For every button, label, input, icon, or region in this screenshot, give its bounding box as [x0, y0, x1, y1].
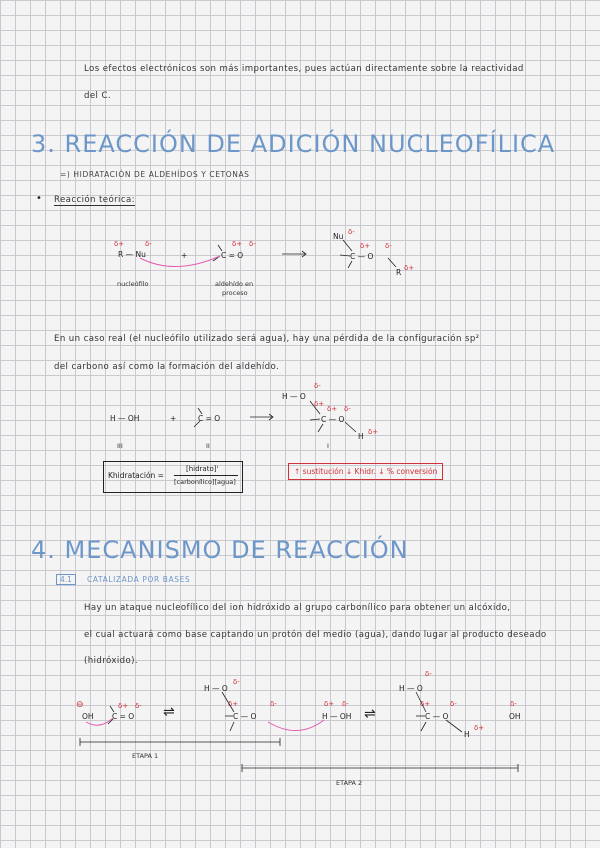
hydroxyl-top: H — O — [204, 684, 228, 693]
negative-charge-icon: ⊖ — [76, 700, 84, 710]
water-formula: H — OH — [110, 414, 140, 423]
scheme-2-bonds — [194, 401, 356, 432]
delta-minus-label: δ- — [314, 382, 321, 390]
delta-minus-label: δ- — [348, 228, 355, 236]
delta-plus-label: δ+ — [368, 428, 379, 436]
paragraph-2-line-3: (hidróxido). — [84, 656, 139, 666]
pink-arrow-2 — [86, 718, 113, 725]
product-c-o-3: C — O — [425, 712, 449, 721]
plus-sign-2: + — [170, 414, 177, 423]
product-r: R — [396, 268, 402, 277]
hydroxyl-top-2: H — O — [399, 684, 423, 693]
label-nucleophile: nucleófilo — [117, 280, 149, 288]
delta-minus-label: δ- — [249, 240, 256, 248]
mechanism-bonds — [80, 692, 518, 772]
delta-minus-label: δ- — [450, 700, 457, 708]
carbonyl-formula-2: C = O — [198, 414, 221, 423]
subsection-number: 4.1 — [56, 574, 76, 585]
k-hydration-den: [carbonílico][agua] — [174, 478, 236, 486]
section-4-title: 4. MECANISMO DE REACCIÓN — [31, 536, 409, 564]
section-3-subtitle: =) HIDRATACIÓN DE ALDEHÍDOS Y CETONAS — [60, 170, 250, 179]
intro-line-2: del C. — [84, 91, 111, 101]
carbonyl-formula: C = O — [221, 251, 244, 260]
delta-plus-label: δ+ — [228, 700, 239, 708]
plus-sign: + — [181, 251, 188, 260]
product-c-o-2: C — O — [321, 415, 345, 424]
delta-plus-label: δ+ — [118, 702, 129, 710]
delta-minus-label: δ- — [425, 670, 432, 678]
hydroxide-formula: OH — [82, 712, 94, 721]
delta-plus-label: δ+ — [114, 240, 125, 248]
product-nu: Nu — [333, 232, 344, 241]
k-hydration-lhs: Khidratación = — [108, 471, 164, 480]
intro-line-1: Los efectos electrónicos son más importantes, pues actúan directamente sobre la reactividad — [84, 64, 524, 74]
delta-minus-label: δ- — [233, 678, 240, 686]
delta-plus-label: δ+ — [474, 724, 485, 732]
scheme-1-bonds — [213, 240, 396, 268]
delta-minus-label: δ- — [344, 405, 351, 413]
delta-plus-label: δ+ — [404, 264, 415, 272]
delta-plus-label: δ+ — [360, 242, 371, 250]
pink-arrow-1 — [140, 256, 220, 267]
product-top: H — O — [282, 392, 306, 401]
delta-minus-label: δ- — [145, 240, 152, 248]
delta-minus-label: δ- — [385, 242, 392, 250]
roman-3: III — [117, 442, 123, 450]
water-formula-2: H — OH — [322, 712, 352, 721]
conversion-note: ↑ sustitución ↓ Khidr. ↓ % conversión — [288, 463, 443, 480]
paragraph-1-line-2: del carbono así como la formación del aldehído. — [54, 362, 280, 372]
delta-plus-label: δ+ — [232, 240, 243, 248]
delta-plus-label: δ+ — [327, 405, 338, 413]
product-h-2: H — [464, 730, 470, 739]
roman-2: II — [206, 442, 210, 450]
carbonyl-formula-3: C = O — [112, 712, 135, 721]
roman-1: I — [327, 442, 329, 450]
paragraph-2-line-2: el cual actuará como base captando un protón del medio (agua), dando lugar al producto deseado — [84, 630, 547, 640]
paragraph-1-line-1: En un caso real (el nucleófilo utilizado será agua), hay una pérdida de la configuración sp² — [54, 334, 480, 344]
equilibrium-arrow-icon: ⇌ — [163, 704, 175, 720]
step-2-label: ETAPA 2 — [336, 779, 363, 787]
step-1-label: ETAPA 1 — [132, 752, 159, 760]
product-c-o: C — O — [350, 252, 374, 261]
paragraph-2-line-1: Hay un ataque nucleofílico del ion hidróxido al grupo carbonílico para obtener un alcóxido, — [84, 603, 511, 613]
alkoxide-c-o: C — O — [233, 712, 257, 721]
subsection-title: CATALIZADA POR BASES — [87, 575, 191, 584]
pink-arrow-3 — [268, 720, 324, 731]
delta-plus-label: δ+ — [420, 700, 431, 708]
product-h: H — [358, 432, 364, 441]
delta-plus-label: δ+ — [314, 400, 325, 408]
delta-minus-label: δ- — [135, 702, 142, 710]
label-aldehyde-2: proceso — [222, 289, 248, 297]
delta-minus-label: δ- — [510, 700, 517, 708]
delta-plus-label: δ+ — [324, 700, 335, 708]
section-3-title: 3. REACCIÓN DE ADICIÓN NUCLEOFÍLICA — [31, 130, 556, 158]
equilibrium-arrow-icon: ⇌ — [364, 706, 376, 722]
bullet-dot: • — [36, 193, 42, 204]
k-hydration-num: [hidrato]' — [186, 465, 219, 473]
label-aldehyde-1: aldehído en — [215, 280, 254, 288]
nucleophile-formula: R — Nu — [118, 250, 146, 259]
reaction-theory-label: Reacción teórica: — [54, 195, 135, 205]
delta-minus-label: δ- — [342, 700, 349, 708]
delta-minus-label: δ- — [270, 700, 277, 708]
hydroxide-end: OH — [509, 712, 521, 721]
